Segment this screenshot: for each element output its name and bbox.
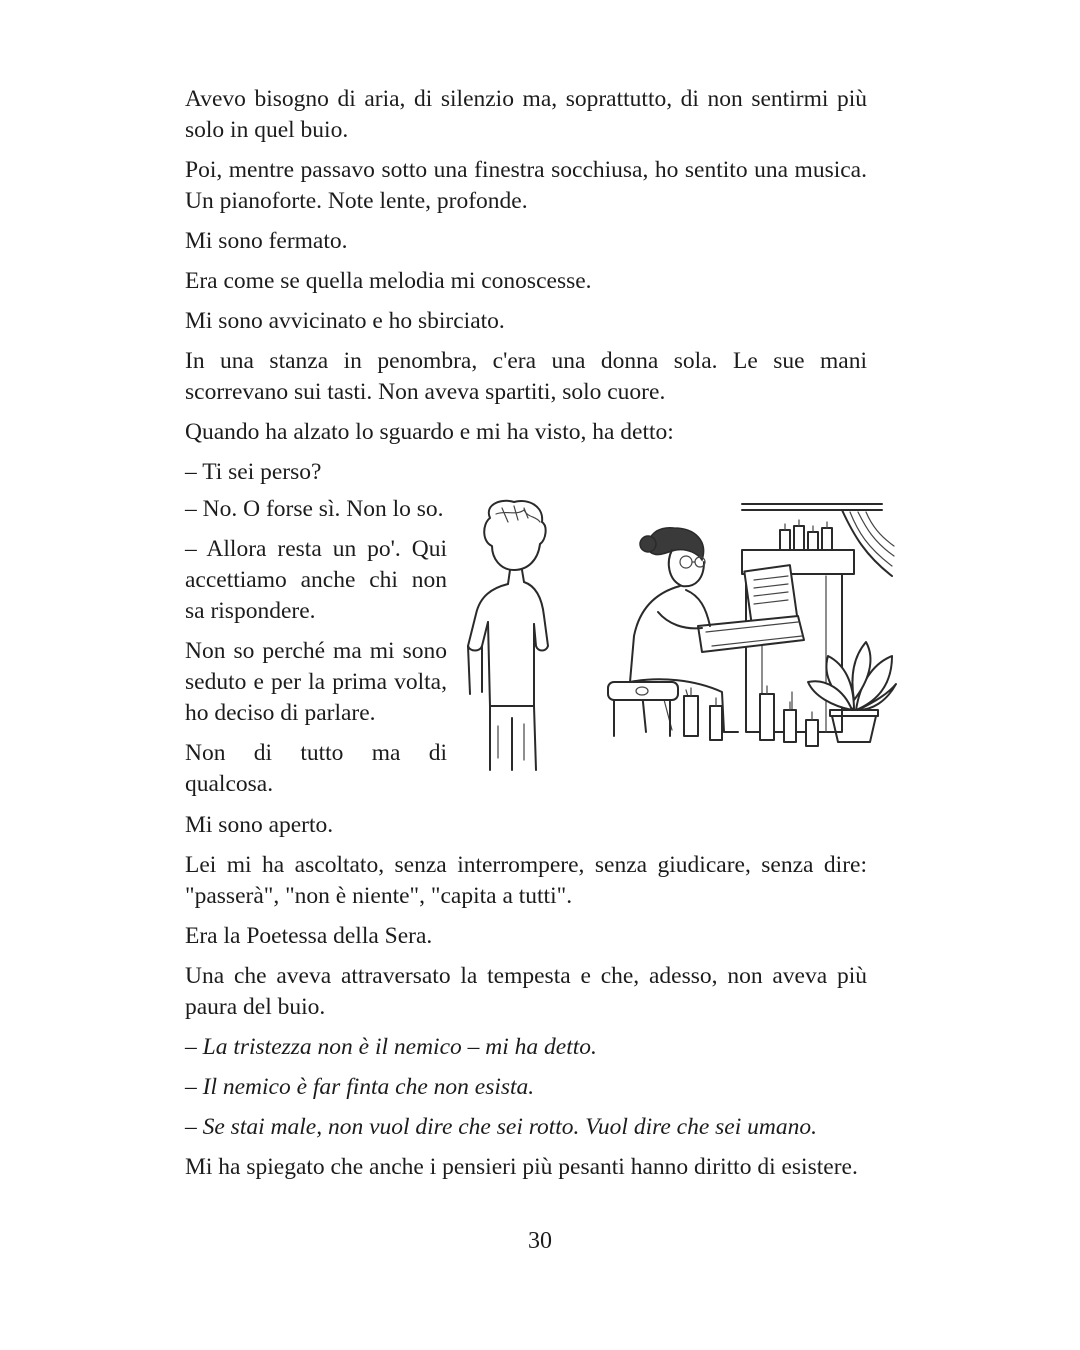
- paragraph: Era come se quella melodia mi conoscesse.: [185, 268, 592, 294]
- illustration-boy-and-pianist: [462, 496, 900, 776]
- text-block-beside-illustration: [185, 494, 447, 809]
- candles-top: [780, 520, 832, 550]
- boy-figure: [468, 501, 548, 770]
- paragraph: Quando ha alzato lo sguardo e mi ha visto, ha detto:: [185, 419, 674, 445]
- paragraph: Mi sono avvicinato e ho sbirciato.: [185, 308, 505, 334]
- dialogue-line: – No. O forse sì. Non lo so.: [185, 496, 444, 522]
- paragraph: Avevo bisogno di aria, di silenzio ma, soprattutto, di non sentirmi più solo in quel buio.: [185, 86, 867, 143]
- page-number: 30: [528, 1228, 552, 1254]
- paragraph: Mi ha spiegato che anche i pensieri più pesanti hanno diritto di esistere.: [185, 1154, 858, 1180]
- candles-floor: [684, 686, 818, 746]
- text-block-top: [185, 84, 867, 497]
- paragraph: Una che aveva attraversato la tempesta e che, adesso, non aveva più paura del buio.: [185, 963, 867, 1020]
- text-block-bottom: [185, 810, 867, 1192]
- paragraph: Mi sono fermato.: [185, 228, 348, 254]
- dialogue-line: – Ti sei perso?: [185, 459, 322, 485]
- italic-quote: – La tristezza non è il nemico – mi ha detto.: [185, 1034, 597, 1060]
- paragraph: Non so perché ma mi sono seduto e per la prima volta, ho deciso di parlare.: [185, 638, 447, 726]
- paragraph: Lei mi ha ascoltato, senza interrompere, senza giudicare, senza dire: "passerà", "non è niente", "capita a tutti".: [185, 852, 867, 909]
- italic-quote: – Il nemico è far finta che non esista.: [185, 1074, 535, 1100]
- potted-plant: [808, 642, 896, 742]
- upright-piano: [698, 550, 854, 732]
- paragraph: Poi, mentre passavo sotto una finestra socchiusa, ho sentito una musica. Un pianoforte. Note lente, profonde.: [185, 157, 867, 214]
- paragraph: In una stanza in penombra, c'era una donna sola. Le sue mani scorrevano sui tasti. Non aveva spartiti, solo cuore.: [185, 348, 867, 405]
- dialogue-line: – Allora resta un po'. Qui accettiamo anche chi non sa rispondere.: [185, 536, 447, 624]
- paragraph: Mi sono aperto.: [185, 812, 334, 838]
- italic-quote: – Se stai male, non vuol dire che sei rotto. Vuol dire che sei umano.: [185, 1114, 817, 1140]
- paragraph: Era la Poetessa della Sera.: [185, 923, 433, 949]
- paragraph: Non di tutto ma di qualcosa.: [185, 740, 447, 797]
